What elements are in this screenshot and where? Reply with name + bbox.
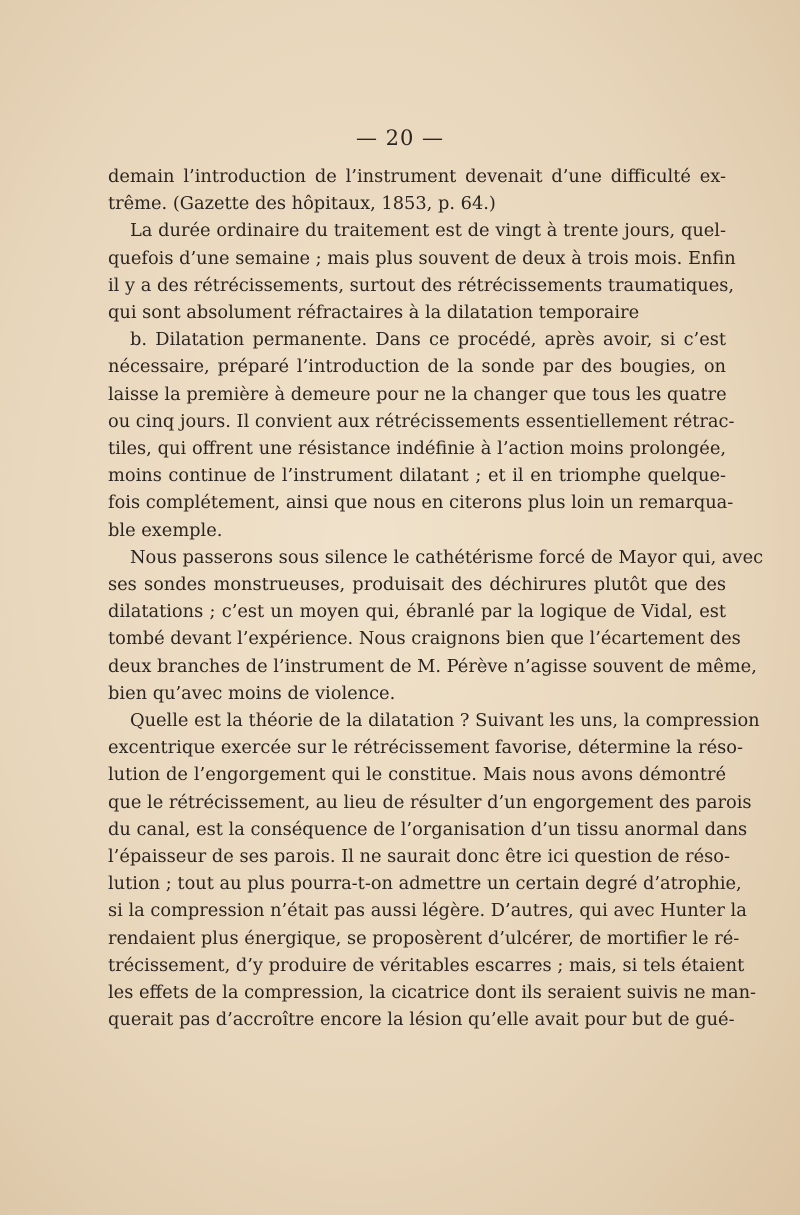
text-line: deux branches de l’instrument de M. Pérève n’agisse souvent de même, xyxy=(108,655,757,677)
text-line: laisse la première à demeure pour ne la changer que tous les quatre xyxy=(108,383,727,405)
text-line: demain l’introduction de l’instrument devenait d’une difficulté ex- xyxy=(108,166,726,187)
text-line: bien qu’avec moins de violence. xyxy=(108,682,396,704)
text-line: querait pas d’accroître encore la lésion qu’elle avait pour but de gué- xyxy=(108,1009,735,1031)
text-line: trême. (Gazette des hôpitaux, 1853, p. 64.) xyxy=(108,193,496,215)
text-line: l’épaisseur de ses parois. Il ne saurait donc être ici question de réso- xyxy=(108,846,730,868)
text-line: les effets de la compression, la cicatrice dont ils seraient suivis ne man- xyxy=(108,982,757,1004)
text-line: b. Dilatation permanente. Dans ce procédé, après avoir, si c’est xyxy=(130,329,726,351)
text-line: La durée ordinaire du traitement est de vingt à trente jours, quel- xyxy=(130,220,726,242)
text-line: quefois d’une semaine ; mais plus souvent de deux à trois mois. Enfin xyxy=(108,247,736,269)
text-line: rendaient plus énergique, se proposèrent d’ulcérer, de mortifier le ré- xyxy=(108,927,740,949)
text-line: trécissement, d’y produire de véritables escarres ; mais, si tels étaient xyxy=(108,954,745,976)
text-line: ble exemple. xyxy=(108,519,223,541)
text-line: que le rétrécissement, au lieu de résulter d’un engorgement des parois xyxy=(108,791,752,813)
text-line: ou cinq jours. Il convient aux rétrécissements essentiellement rétrac- xyxy=(108,410,735,432)
text-line: tombé devant l’expérience. Nous craignons bien que l’écartement des xyxy=(108,628,741,650)
text-line: Nous passerons sous silence le cathétérisme forcé de Mayor qui, avec xyxy=(130,546,764,568)
text-line: moins continue de l’instrument dilatant ; et il en triomphe quelque- xyxy=(108,465,726,487)
body-text xyxy=(108,163,764,1034)
text-line: dilatations ; c’est un moyen qui, ébranlé par la logique de Vidal, est xyxy=(108,601,726,623)
text-line: tiles, qui offrent une résistance indéfinie à l’action moins prolongée, xyxy=(108,438,726,460)
text-line: si la compression n’était pas aussi légère. D’autres, qui avec Hunter la xyxy=(108,900,747,922)
text-line: il y a des rétrécissements, surtout des rétrécissements traumatiques, xyxy=(108,274,735,296)
text-line: qui sont absolument réfractaires à la dilatation temporaire xyxy=(108,302,640,324)
text-line: lution ; tout au plus pourra-t-on admettre un certain degré d’atrophie, xyxy=(108,873,742,895)
text-line: ses sondes monstrueuses, produisait des déchirures plutôt que des xyxy=(108,574,726,596)
text-line: lution de l’engorgement qui le constitue. Mais nous avons démontré xyxy=(108,764,726,786)
text-line: fois complétement, ainsi que nous en citerons plus loin un remarqua- xyxy=(108,492,734,514)
text-line: Quelle est la théorie de la dilatation ? Suivant les uns, la compression xyxy=(130,710,760,732)
page-number: — 20 — xyxy=(355,126,445,150)
text-line: du canal, est la conséquence de l’organisation d’un tissu anormal dans xyxy=(108,818,748,840)
text-line: excentrique exercée sur le rétrécissement favorise, détermine la réso- xyxy=(108,737,744,759)
text-line: nécessaire, préparé l’introduction de la sonde par des bougies, on xyxy=(108,356,726,378)
